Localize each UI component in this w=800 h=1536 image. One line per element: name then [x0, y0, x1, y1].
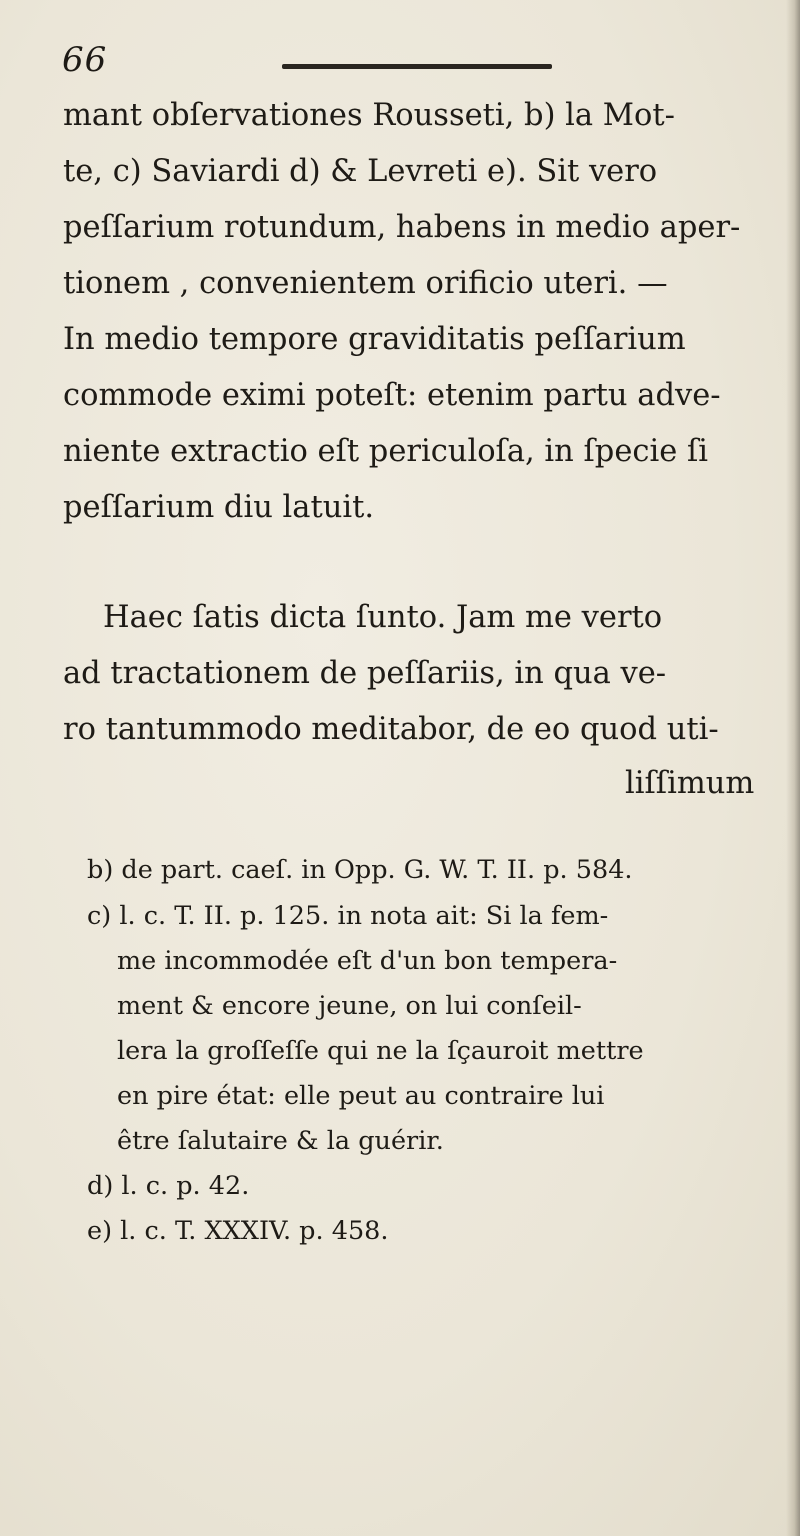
- body-line: niente extractio eſt periculoſa, in ſpecie ſi: [63, 434, 708, 469]
- footnote-b: b) de part. caeſ. in Opp. G. W. T. II. p. 584.: [87, 855, 633, 885]
- header-rule: [282, 64, 552, 69]
- footnote-c-line: être ſalutaire & la guérir.: [117, 1126, 444, 1156]
- body-line: mant obſervationes Rousseti, b) la Mot-: [63, 98, 675, 133]
- page-edge-shadow: [786, 0, 800, 1536]
- page-number: 66: [62, 40, 108, 80]
- footnote-c-line: ment & encore jeune, on lui conſeil-: [117, 991, 582, 1021]
- footnote-c: c) l. c. T. II. p. 125. in nota ait: Si la fem-: [87, 901, 609, 931]
- footnote-c-line: me incommodée eſt d'un bon tempera-: [117, 946, 618, 976]
- body-line: te, c) Saviardi d) & Levreti e). Sit vero: [63, 154, 658, 189]
- body-line: ro tantummodo meditabor, de eo quod uti-: [63, 712, 719, 747]
- body-line: ad tractationem de peſſariis, in qua ve-: [63, 656, 667, 691]
- footnote-c-line: en pire état: elle peut au contraire lui: [117, 1081, 605, 1111]
- footnote-c-line: lera la groſſeſſe qui ne la ſçauroit mettre: [117, 1036, 644, 1066]
- body-line: peſſarium rotundum, habens in medio aper-: [63, 210, 741, 245]
- body-line: commode eximi poteſt: etenim partu adve-: [63, 378, 721, 413]
- catchword: liſſimum: [625, 766, 755, 801]
- body-line: In medio tempore graviditatis peſſarium: [63, 322, 686, 357]
- body-line: peſſarium diu latuit.: [63, 490, 375, 525]
- footnote-e: e) l. c. T. XXXIV. p. 458.: [87, 1216, 389, 1246]
- body-line: tionem , convenientem orificio uteri. —: [63, 266, 668, 301]
- body-line: Haec ſatis dicta ſunto. Jam me verto: [103, 600, 663, 635]
- footnote-d: d) l. c. p. 42.: [87, 1171, 250, 1201]
